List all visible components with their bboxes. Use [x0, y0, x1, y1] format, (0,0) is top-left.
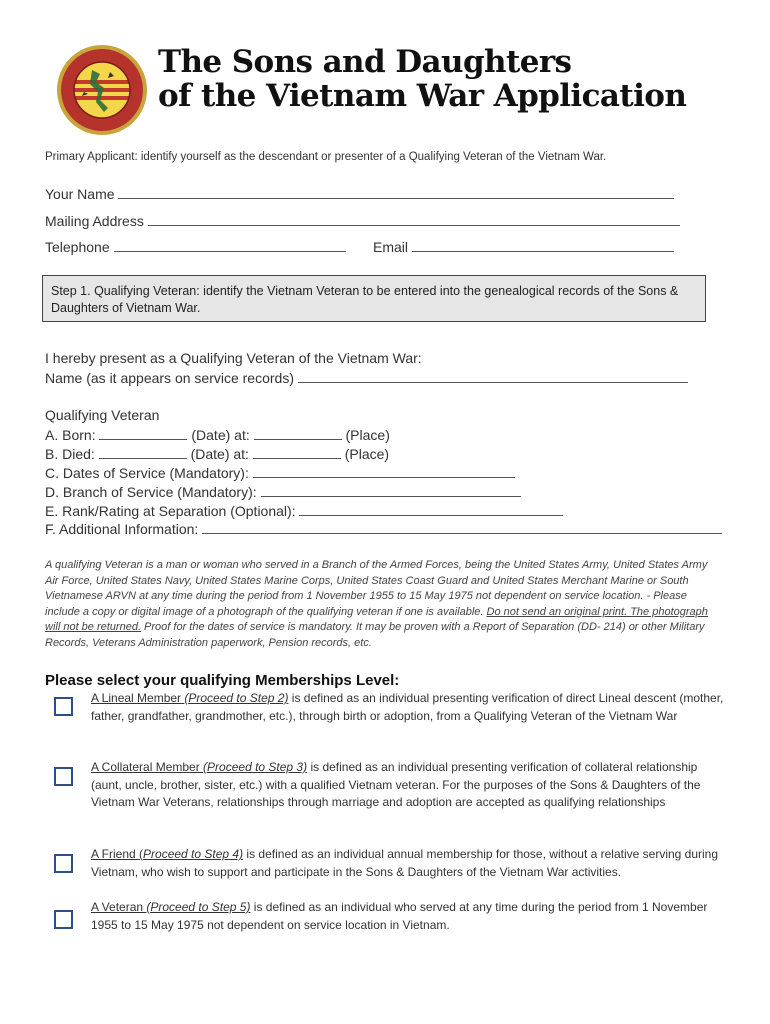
died-place-line[interactable]	[253, 445, 341, 459]
friend-checkbox[interactable]	[54, 854, 73, 873]
telephone-field[interactable]	[45, 238, 346, 255]
lineal-member-text: is defined as an individual presenting verification of direct Lineal descent (mother, father, grandfather, grandmother, etc.), through birth or adoption, from a Qualifying Veteran of the Vietnam War	[91, 691, 724, 723]
friend-option	[91, 846, 731, 881]
friend-link[interactable]: A Friend (	[91, 847, 144, 861]
service-name-label: Name (as it appears on service records)	[45, 370, 294, 386]
branch-of-service-label: D. Branch of Service (Mandatory):	[45, 484, 257, 500]
lineal-member-link[interactable]: A Lineal Member	[91, 691, 185, 705]
lineal-member-proceed[interactable]: (Proceed to Step 2)	[184, 691, 289, 705]
collateral-member-checkbox[interactable]	[54, 767, 73, 786]
telephone-label: Telephone	[45, 239, 110, 255]
died-label: B. Died:	[45, 446, 95, 462]
presentation-statement: I hereby present as a Qualifying Veteran of the Vietnam War:	[45, 350, 422, 366]
branch-of-service-line[interactable]	[261, 483, 521, 497]
document-title	[158, 45, 686, 113]
veteran-link[interactable]: A Veteran	[91, 900, 147, 914]
dates-of-service-label: C. Dates of Service (Mandatory):	[45, 465, 249, 481]
mailing-address-line[interactable]	[148, 212, 680, 226]
mailing-address-label: Mailing Address	[45, 213, 144, 229]
additional-information-line[interactable]	[202, 520, 722, 534]
collateral-member-proceed[interactable]: (Proceed to Step 3)	[203, 760, 308, 774]
born-place-line[interactable]	[254, 426, 342, 440]
additional-information-field[interactable]	[45, 520, 722, 537]
friend-text: is defined as an individual annual membership for those, without a relative serving during Vietnam, who wish to support and participate in the Sons & Daughters of the Vietnam War activities.	[91, 847, 719, 879]
born-label: A. Born:	[45, 427, 96, 443]
collateral-member-link[interactable]: A Collateral Member	[91, 760, 204, 774]
dates-of-service-line[interactable]	[253, 464, 515, 478]
died-field[interactable]	[45, 445, 389, 462]
title-line-2: of the Vietnam War Application	[158, 78, 687, 114]
veteran-proceed[interactable]: (Proceed to Step 5)	[146, 900, 251, 914]
died-date-line[interactable]	[99, 445, 187, 459]
friend-proceed[interactable]: Proceed to Step 4)	[143, 847, 244, 861]
note-warning: Do not send an original print. The photograph will not be returned.	[45, 605, 708, 633]
born-field[interactable]	[45, 426, 390, 443]
died-date-label: (Date) at:	[190, 446, 249, 462]
service-name-line[interactable]	[298, 369, 688, 383]
died-place-label: (Place)	[344, 446, 390, 462]
intro-instruction: Primary Applicant: identify yourself as the descendant or presenter of a Qualifying Veteran of the Vietnam War.	[45, 151, 607, 163]
service-name-field[interactable]	[45, 369, 688, 386]
note-part-2: Proof for the dates of service is mandatory. It may be proven with a Report of Separation (DD- 214) or other Military Records, Veterans Administration paperwork, Pension records, etc.	[45, 621, 705, 649]
rank-rating-field[interactable]	[45, 502, 563, 519]
title-line-1: The Sons and Daughters	[158, 44, 572, 80]
your-name-label: Your Name	[45, 186, 115, 202]
born-date-line[interactable]	[99, 426, 187, 440]
qualifying-veteran-note	[45, 558, 717, 651]
collateral-member-text: is defined as an individual presenting verification of collateral relationship (aunt, uncle, brother, sister, etc.) with a qualified Vietnam veteran. For the purposes of the Sons & Daughters of the Vietnam War Veterans, relationships through marriage and adoption are accepted as qualifying relationships	[91, 760, 701, 809]
collateral-member-option	[91, 759, 731, 812]
seal-graphic	[56, 44, 148, 136]
lineal-member-option	[91, 690, 731, 725]
veteran-option	[91, 899, 731, 934]
veteran-checkbox[interactable]	[54, 910, 73, 929]
dates-of-service-field[interactable]	[45, 464, 515, 481]
born-place-label: (Place)	[345, 427, 390, 443]
born-date-label: (Date) at:	[191, 427, 250, 443]
additional-information-label: F. Additional Information:	[45, 521, 199, 537]
your-name-line[interactable]	[118, 185, 674, 199]
branch-of-service-field[interactable]	[45, 483, 521, 500]
veteran-text: is defined as an individual who served at any time during the period from 1 November 1955 to 15 May 1975 not dependent on service location in Vietnam.	[91, 900, 708, 932]
rank-rating-line[interactable]	[299, 502, 563, 516]
email-field[interactable]	[373, 238, 674, 255]
note-part-1: A qualifying Veteran is a man or woman who served in a Branch of the Armed Forces, being the United States Army, United States Army Air Force, United States Navy, United States Marine Corps, United States Coast Guard and United States Merchant Marine or South Vietnamese ARVN at any time during the period from 1 November 1955 to 15 May 1975 not dependent on service location. - Please include a copy or digital image of a photograph of the qualifying veteran if one is available.	[45, 559, 708, 618]
email-label: Email	[373, 239, 409, 255]
organization-seal-logo	[56, 44, 148, 136]
your-name-field[interactable]	[45, 185, 674, 202]
step-1-box: Step 1. Qualifying Veteran: identify the Vietnam Veteran to be entered into the genealogical records of the Sons & Daughters of Vietnam War.	[42, 275, 706, 322]
lineal-member-checkbox[interactable]	[54, 697, 73, 716]
telephone-line[interactable]	[114, 238, 346, 252]
email-line[interactable]	[412, 238, 674, 252]
membership-heading: Please select your qualifying Memberships Level:	[45, 672, 400, 689]
qualifying-veteran-heading: Qualifying Veteran	[45, 407, 160, 423]
rank-rating-label: E. Rank/Rating at Separation (Optional):	[45, 503, 296, 519]
mailing-address-field[interactable]	[45, 212, 680, 229]
